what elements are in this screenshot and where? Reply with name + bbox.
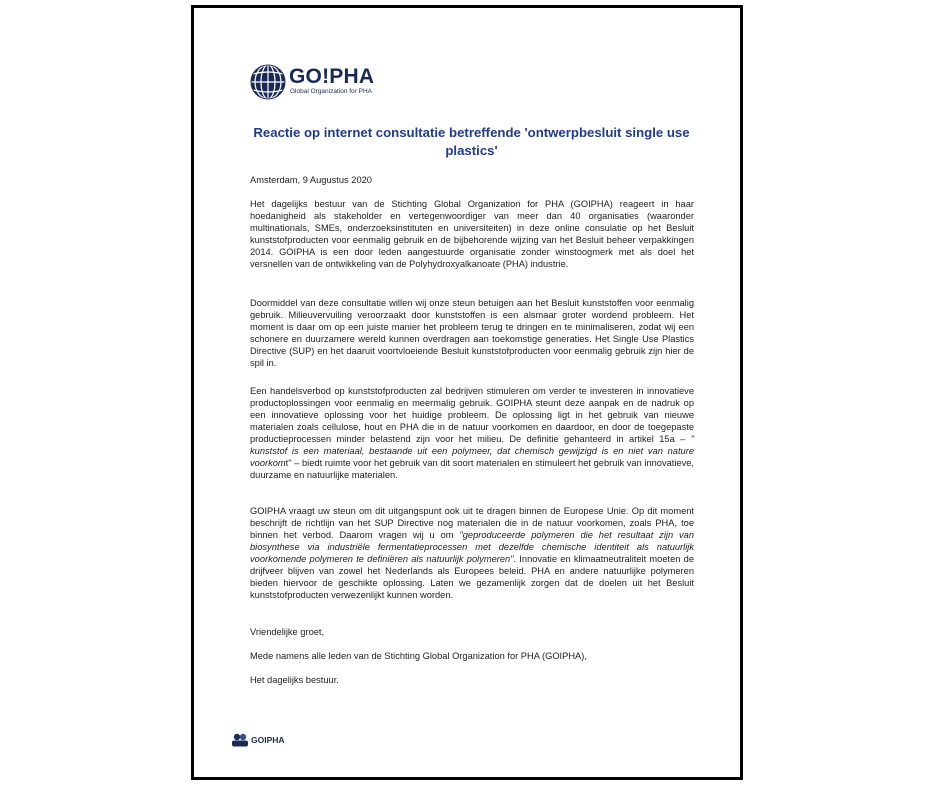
paragraph-eu-request xyxy=(250,505,694,601)
letter-title: Reactie op internet consultatie betreffende 'ontwerpbesluit single use plastics' xyxy=(253,125,690,158)
closing-on-behalf: Mede namens alle leden van de Stichting Global Organization for PHA (GOIPHA), xyxy=(250,651,587,661)
definition-quote: " kunststof is een materiaal, bestaande uit een polymeer, dat chemisch gewijzigd is en niet van nature voorkom xyxy=(250,434,695,468)
paragraph-trade-ban-text-2: t" – biedt ruimte voor het gebruik van dit soort materialen en stimuleert het gebruik van innovatieve, duurzame en natuurlijke materialen. xyxy=(250,458,694,480)
letter-page xyxy=(191,5,743,780)
logo-subtitle: Global Organization for PHA xyxy=(290,88,373,95)
paragraph-eu-request-text-1: GOIPHA vraagt uw steun om dit uitgangspunt ook uit te dragen binnen de Europese Unie. Op dit moment beschrijft de richtlijn van het SUP Directive nog materialen die in de natuur voorkomen, zoals PHA, toe binnen het verbod. Daarom vragen wij u om xyxy=(250,506,694,540)
globe-icon xyxy=(250,64,286,100)
footer-logo xyxy=(231,733,311,749)
paragraph-support: Doormiddel van deze consultatie willen wij onze steun betuigen aan het Besluit kunststoffen voor eenmalig gebruik. Milieuvervuiling veroorzaakt door kunststoffen is een alsmaar groter wordend probleem. Het moment is daar om op een juiste manier het probleem terug te dringen en te minimaliseren, zodat wij een schonere en duurzamere wereld kunnen overdragen aan toekomstige generaties. Het Single Use Plastics Directive (SUP) en het daaruit voortvloeiende Besluit kunststofproducten voor eenmalig gebruik zijn hier de spil in. xyxy=(250,298,694,368)
footer-name: GOIPHA xyxy=(251,735,285,745)
paragraph-intro: Het dagelijks bestuur van de Stichting Global Organization for PHA (GOIPHA) reageert in haar hoedanigheid als stakeholder en vertegenwoordiger van meer dan 40 organisaties (waaronder multinationals, SMEs, onderzoeksinstituten en universiteiten) in deze online consulatie op het Besluit kunststofproducten voor eenmalig gebruik en de bijbehorende wijzing van het Besluit beheer verpakkingen 2014. GOIPHA is een door leden aangestuurde organisatie zonder winstoogmerk met als doel het versnellen van de ontwikkeling van de Polyhydroxyalkanoate (PHA) industrie. xyxy=(250,199,694,269)
paragraph-eu-request-text-2: . Innovatie en klimaatneutraliteit moeten de drijfveer blijven van zowel het Nederlands als Europees beleid. PHA en andere natuurlijke polymeren bieden hiervoor de geschikte oplossing. Laten we gezamenlijk zorgen dat de doelen uit het Besluit kunststofproducten verwezenlijkt kunnen worden. xyxy=(250,554,694,600)
paragraph-trade-ban-text-1: Een handelsverbod op kunststofproducten zal bedrijven stimuleren om verder te investeren in innovatieve productoplossingen voor eenmalig en meermalig gebruik. GOIPHA steunt deze aanpak en de nadruk op een innovatieve oplossing voor het huidige probleem. De oplossing ligt in het gebruik van nieuwe materialen zoals cellulose, hout en PHA die in de natuur voorkomen en daardoor, en door de toegepaste productieprocessen minder belastend zijn voor het milieu. De definitie gehanteerd in artikel 15a – xyxy=(250,386,694,444)
footer-people-icon xyxy=(231,733,249,747)
paragraph-trade-ban xyxy=(250,385,694,481)
request-quote: "geproduceerde polymeren die het resultaat zijn van biosynthese via industriële fermentatieprocessen met dezelfde chemische identiteit als natuurlijk voorkomende polymeren te definiëren als natuurlijk polymeren" xyxy=(250,530,694,564)
logo-name: GO!PHA xyxy=(289,65,375,88)
closing-signatory: Het dagelijks bestuur. xyxy=(250,675,339,685)
date-line: Amsterdam, 9 Augustus 2020 xyxy=(250,175,372,185)
closing-greeting: Vriendelijke groet, xyxy=(250,627,325,637)
gopha-logo xyxy=(250,64,410,104)
